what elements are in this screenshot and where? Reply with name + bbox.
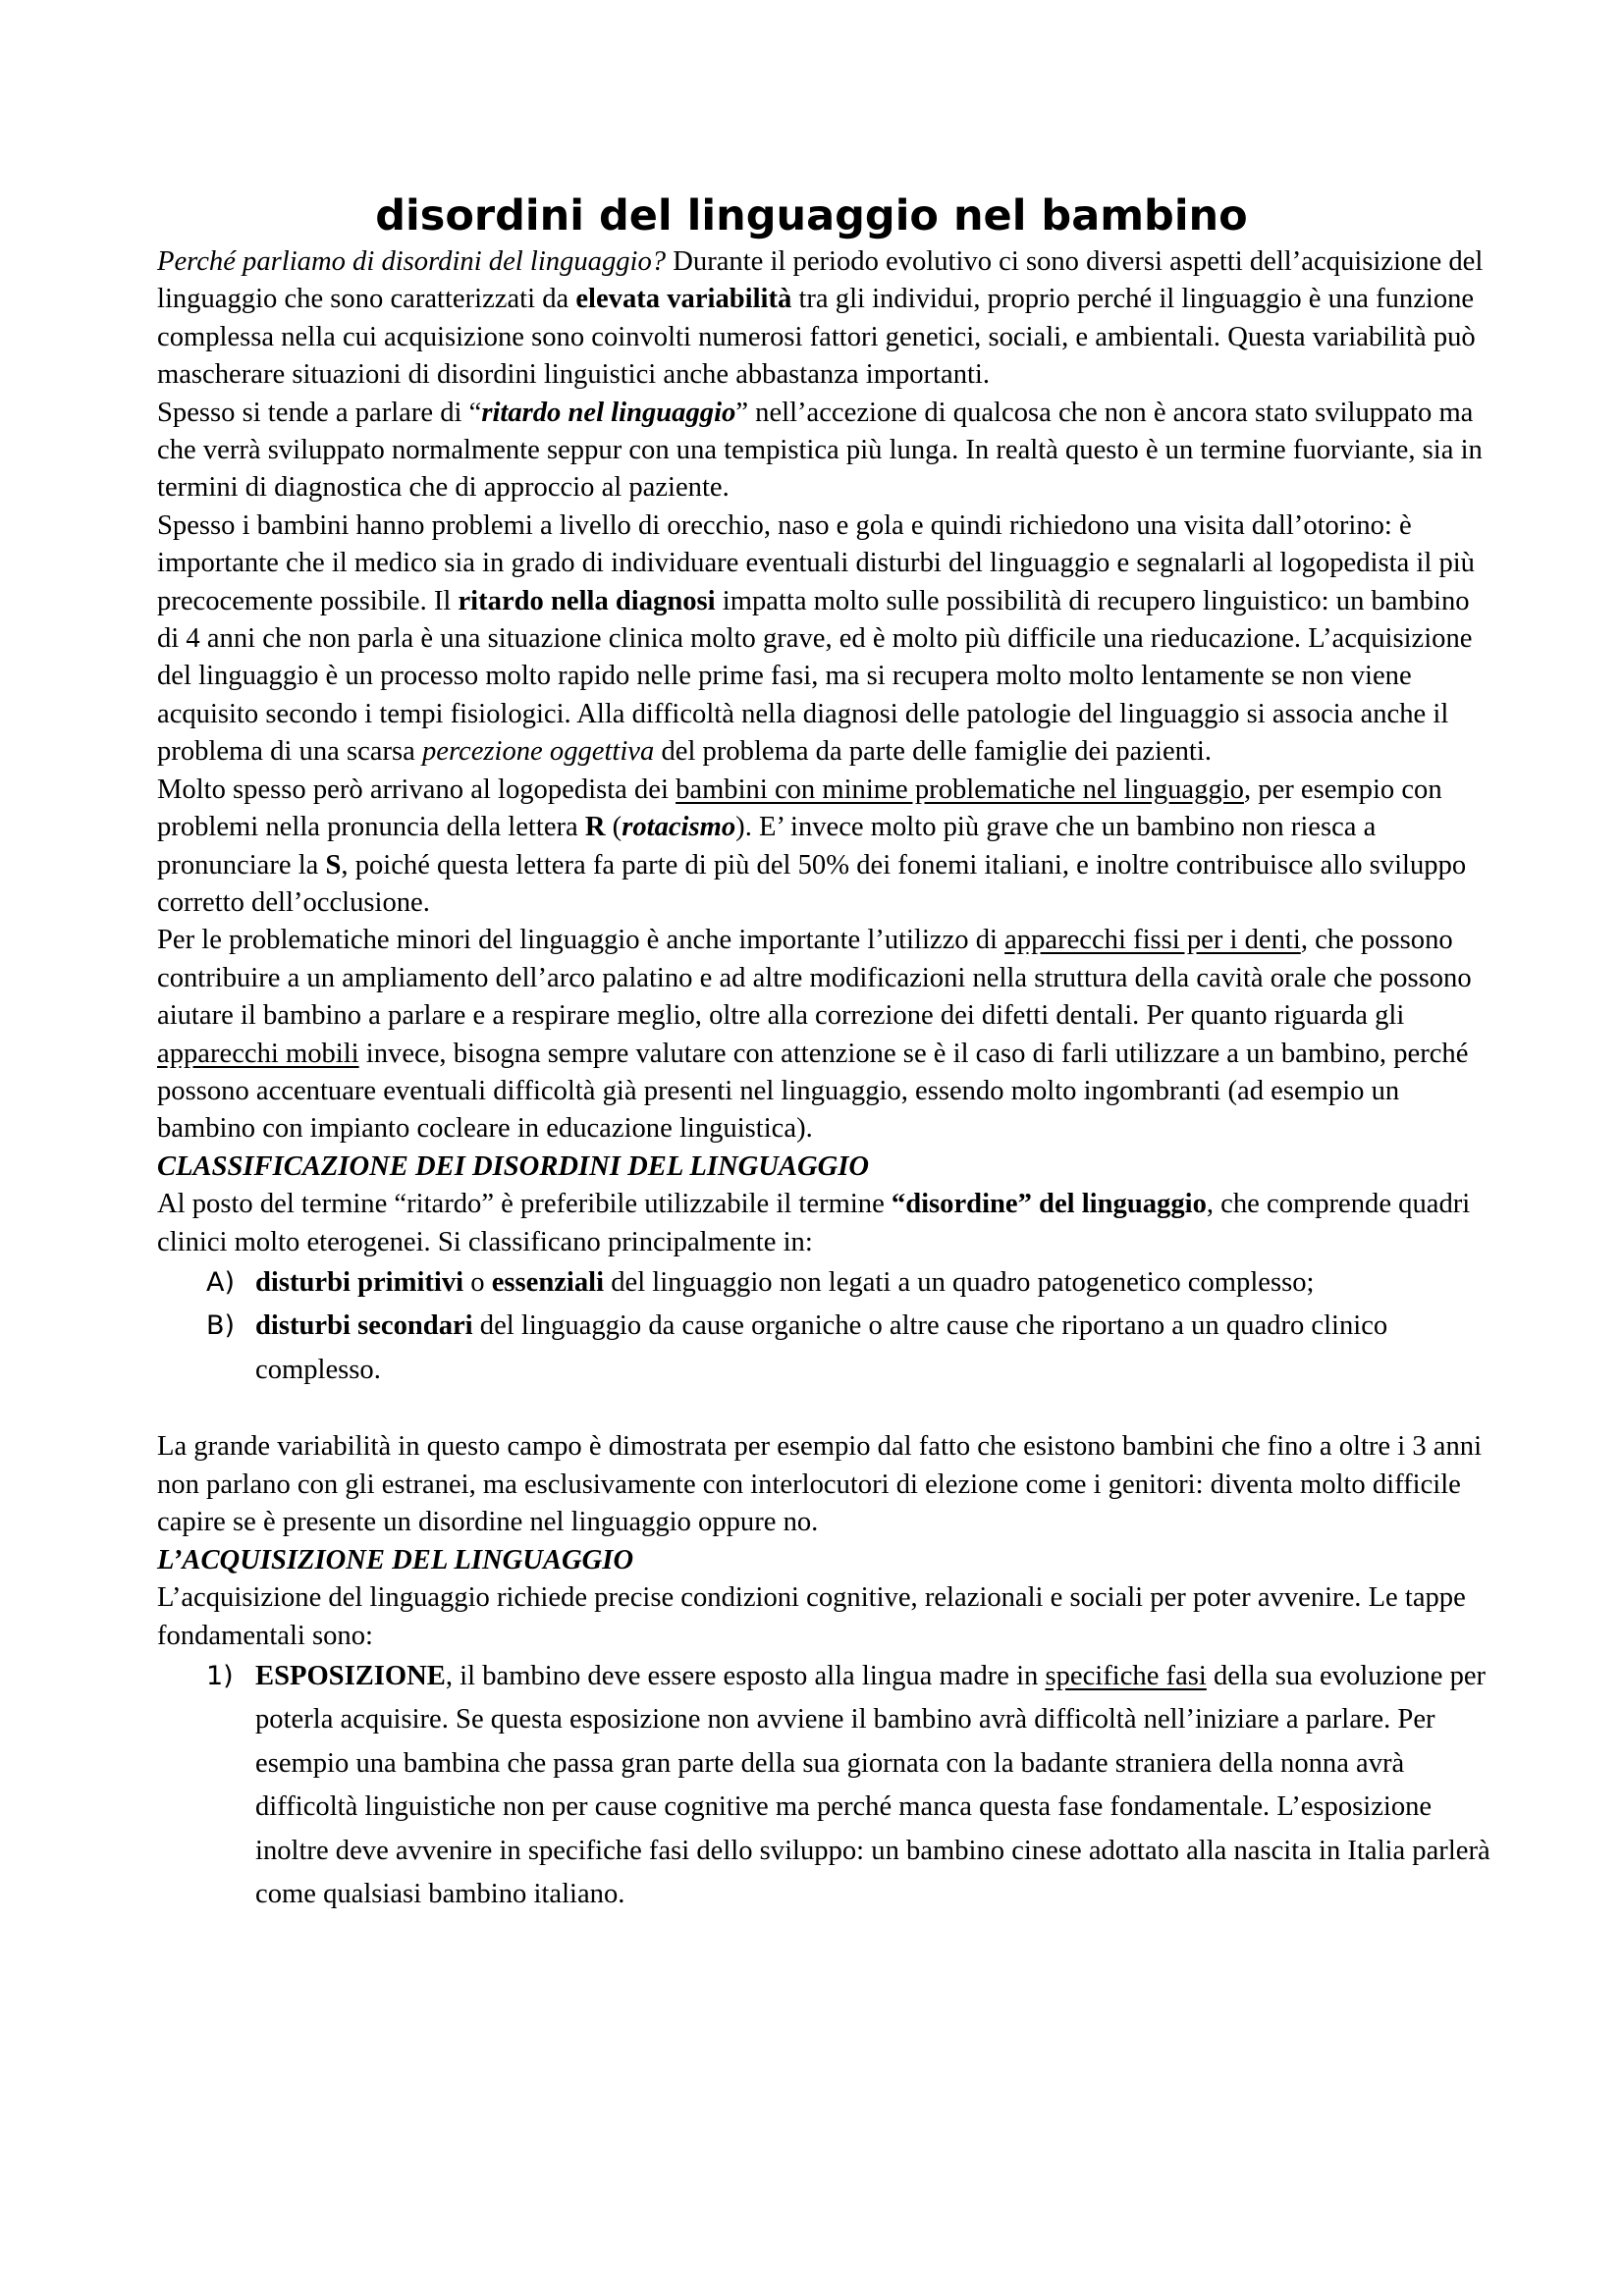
paragraph-ritardo: Spesso si tende a parlare di “ritardo nel linguaggio” nell’accezione di qualcosa che non è ancora stato sviluppato ma che verrà sviluppato normalmente seppur con una tempistica più lunga. In realtà questo è un termine fuorviante, sia in termini di diagnostica che di approccio al paziente. (157, 397, 1483, 504)
paragraph-diagnosi: Spesso i bambini hanno problemi a livello di orecchio, naso e gola e quindi richiedono una visita dall’otorino: è importante che il medico sia in grado di individuare eventuali disturbi del linguaggio e segnalarli al logopedista il più precocemente possibile. Il ritardo nella diagnosi impatta molto sulle possibilità di recupero linguistico: un bambino di 4 anni che non parla è una situazione clinica molto grave, ed è molto più difficile una rieducazione. L’acquisizione del linguaggio è un processo molto rapido nelle prime fasi, ma si recupera molto molto lentamente se non viene acquisito secondo i tempi fisiologici. Alla difficoltà nella diagnosi delle patologie del linguaggio si associa anche il problema di una scarsa percezione oggettiva del problema da parte delle famiglie dei pazienti. (157, 509, 1475, 768)
paragraph-rotacismo: Molto spesso però arrivano al logopedista dei bambini con minime problematiche nel linguaggio, per esempio con problemi nella pronuncia della lettera R (rotacismo). E’ invece molto più grave che un bambino non riesca a pronunciare la S, poiché questa lettera fa parte di più del 50% dei fonemi italiani, e inoltre contribuisce allo sviluppo corretto dell’occlusione. (157, 774, 1467, 918)
list-item: A) disturbi primitivi o essenziali del linguaggio non legati a un quadro patogenetico complesso; (157, 1261, 1492, 1306)
list-item: B) disturbi secondari del linguaggio da cause organiche o altre cause che riportano a un quadro clinico complesso. (157, 1305, 1492, 1392)
list-marker: A) (206, 1266, 236, 1298)
paragraph-intro: Perché parliamo di disordini del linguaggio? Durante il periodo evolutivo ci sono diversi aspetti dell’acquisizione del linguaggio che sono caratterizzati da elevata variabilità tra gli individui, proprio perché il linguaggio è una funzione complessa nella cui acquisizione sono coinvolti numerosi fattori genetici, sociali, e ambientali. Questa variabilità può mascherare situazioni di disordini linguistici anche abbastanza importanti. (157, 246, 1484, 391)
list-marker: 1) (206, 1660, 234, 1691)
classification-list (157, 1261, 1492, 1393)
heading-classificazione: CLASSIFICAZIONE DEI DISORDINI DEL LINGUAGGIO (157, 1150, 870, 1182)
paragraph-disordine: Al posto del termine “ritardo” è preferibile utilizzabile il termine “disordine” del linguaggio, che comprende quadri clinici molto eterogenei. Si classificano principalmente in: (157, 1189, 1471, 1257)
document-title: disordini del linguaggio nel bambino (375, 191, 1248, 240)
document-body (157, 243, 1492, 1917)
list-item: 1) ESPOSIZIONE, il bambino deve essere esposto alla lingua madre in specifiche fasi della sua evoluzione per poterla acquisire. Se questa esposizione non avviene il bambino avrà difficoltà nell’iniziare a parlare. Per esempio una bambina che passa gran parte della sua giornata con la badante straniera della nonna avrà difficoltà linguistiche non per cause cognitive ma perché manca questa fase fondamentale. L’esposizione inoltre deve avvenire in specifiche fasi dello sviluppo: un bambino cinese adottato alla nascita in Italia parlerà come qualsiasi bambino italiano. (157, 1655, 1492, 1917)
stages-list (157, 1655, 1492, 1917)
paragraph-tappe: L’acquisizione del linguaggio richiede precise condizioni cognitive, relazionali e sociali per poter avvenire. Le tappe fondamentali sono: (157, 1582, 1466, 1651)
list-marker: B) (206, 1310, 236, 1342)
heading-acquisizione: L’ACQUISIZIONE DEL LINGUAGGIO (157, 1544, 634, 1575)
paragraph-apparecchi: Per le problematiche minori del linguaggio è anche importante l’utilizzo di apparecchi fissi per i denti, che possono contribuire a un ampliamento dell’arco palatino e ad altre modificazioni nella struttura della cavità orale che possono aiutare il bambino a parlare e a respirare meglio, oltre alla correzione dei difetti dentali. Per quanto riguarda gli apparecchi mobili invece, bisogna sempre valutare con attenzione se è il caso di farli utilizzare a un bambino, perché possono accentuare eventuali difficoltà già presenti nel linguaggio, essendo molto ingombranti (ad esempio un bambino con impianto cocleare in educazione linguistica). (157, 925, 1472, 1145)
paragraph-variabilita: La grande variabilità in questo campo è dimostrata per esempio dal fatto che esistono bambini che fino a oltre i 3 anni non parlano con gli estranei, ma esclusivamente con interlocutori di elezione come i genitori: diventa molto difficile capire se è presente un disordine nel linguaggio oppure no. (157, 1431, 1483, 1538)
spacer (157, 1392, 1492, 1428)
intro-question: Perché parliamo di disordini del linguaggio? (157, 246, 667, 277)
